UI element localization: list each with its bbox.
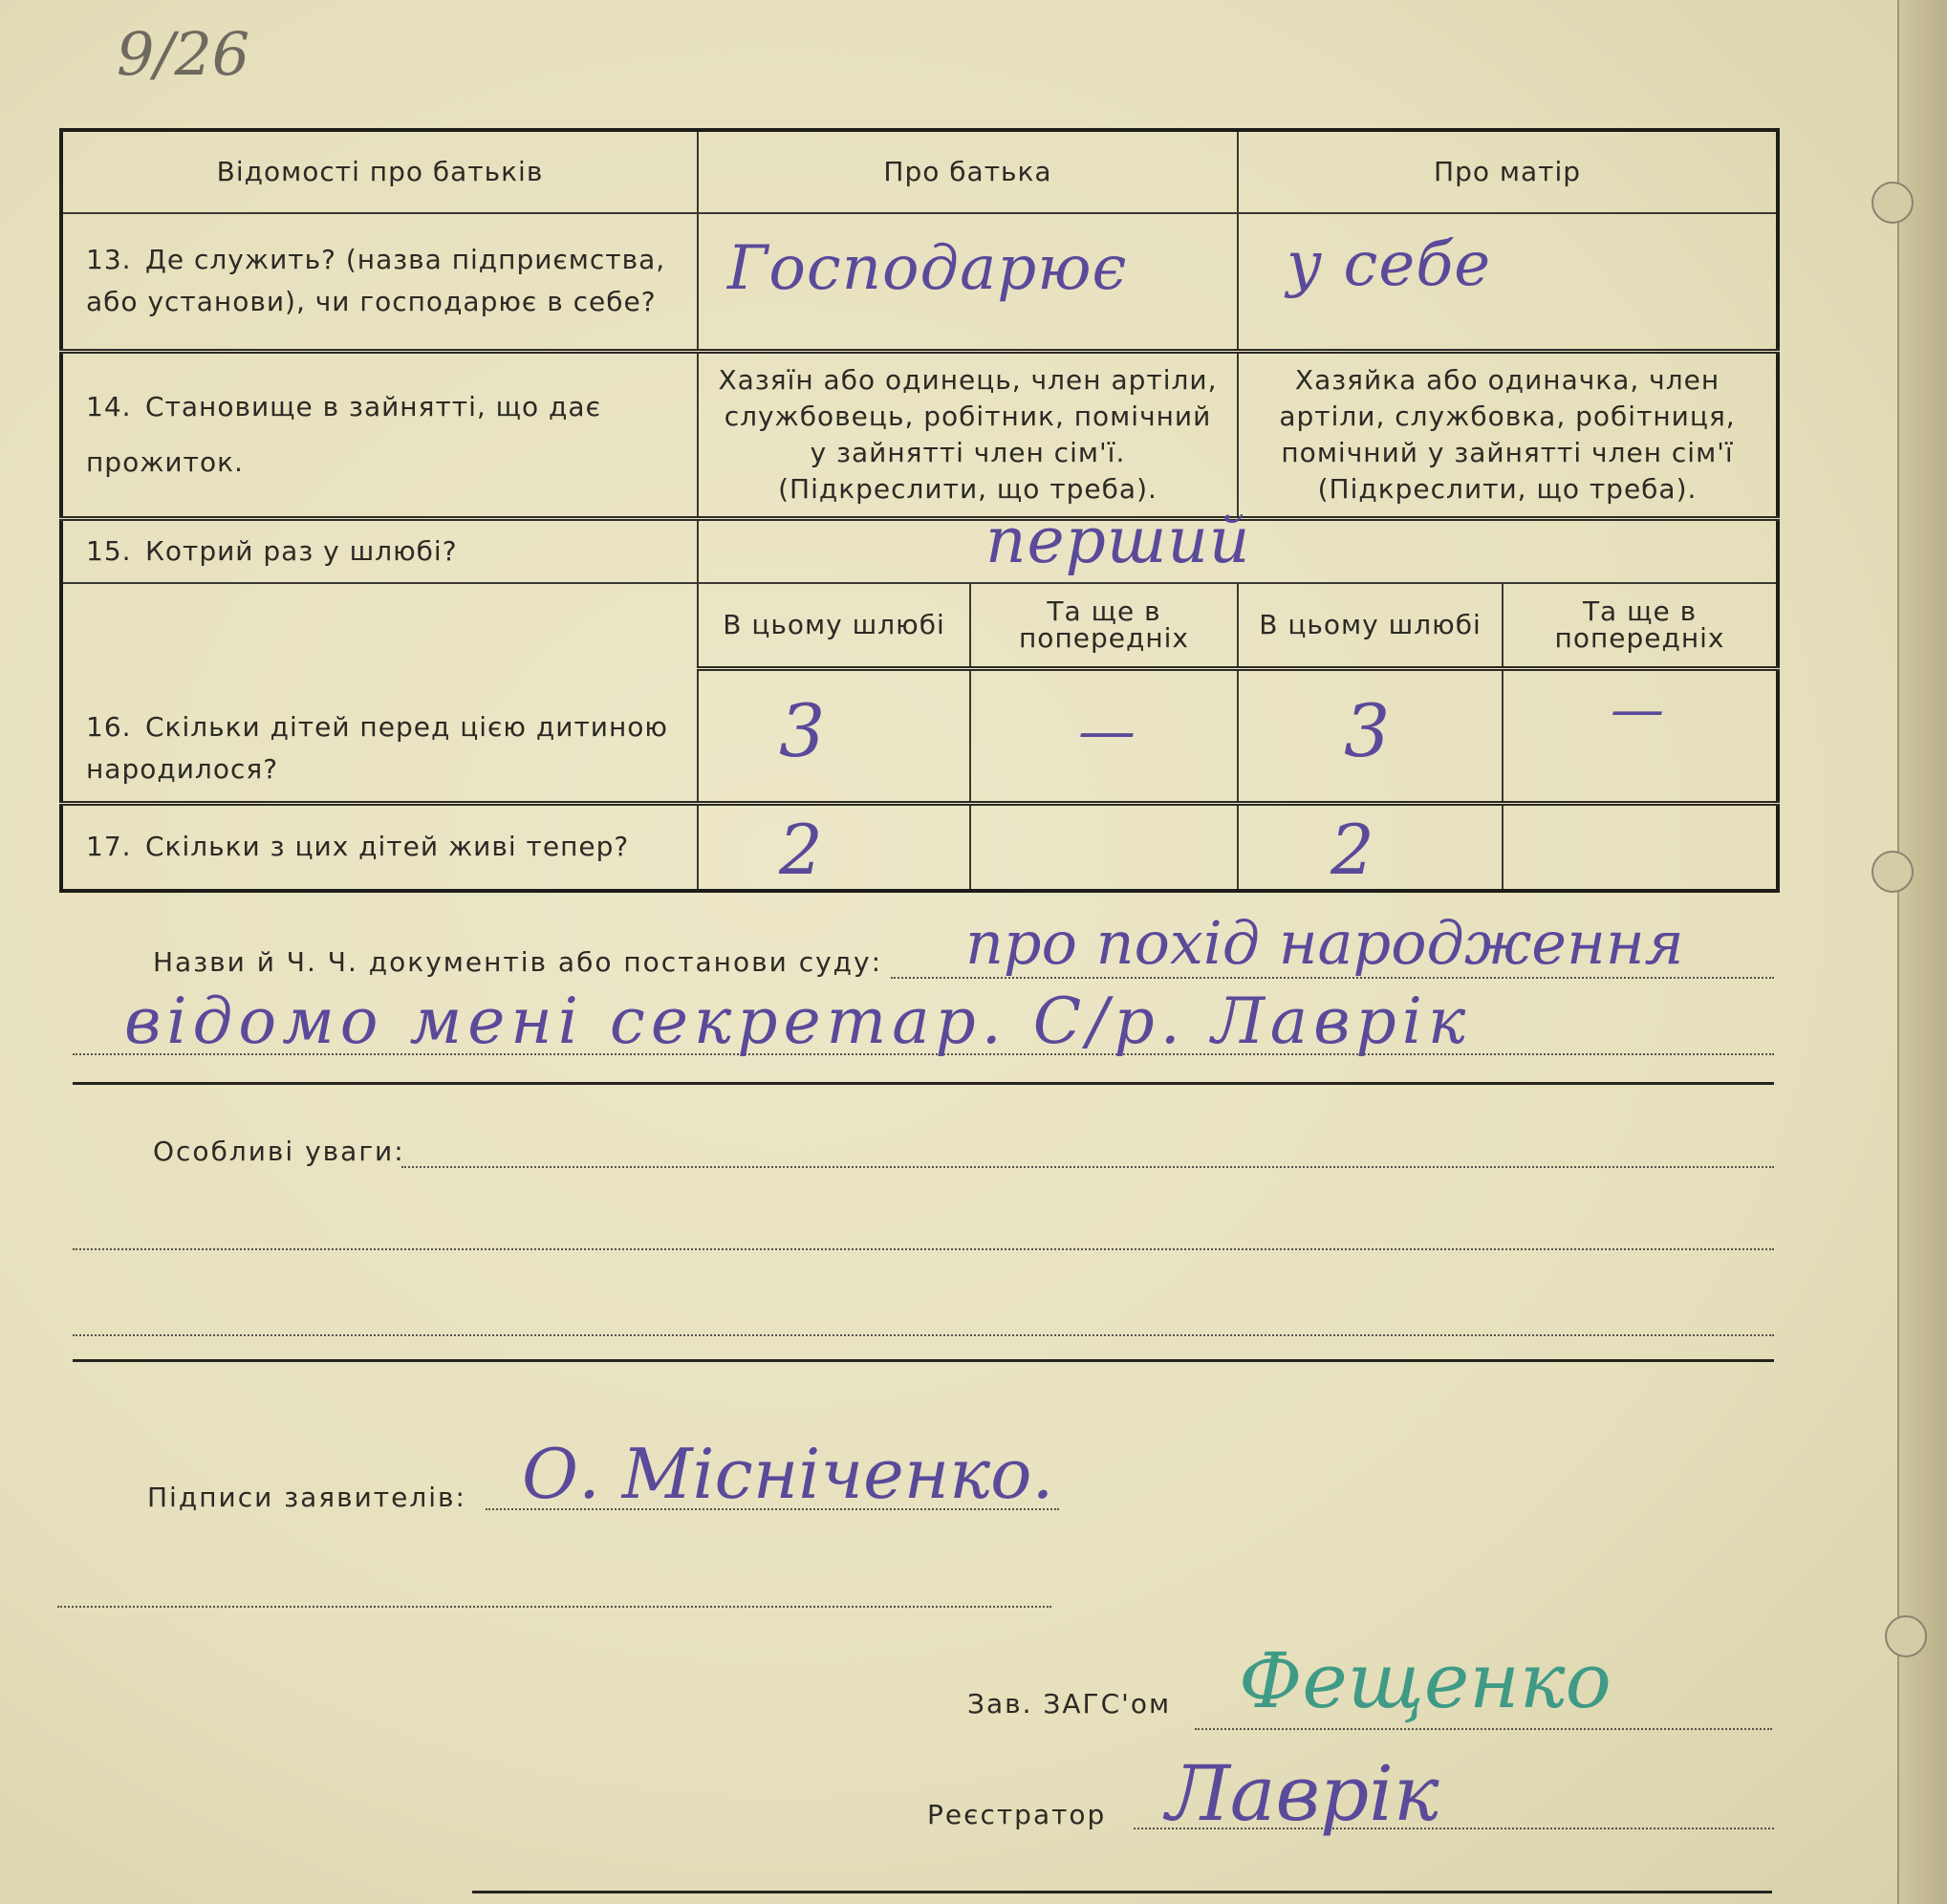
registrar-label: Реєстратор [927, 1799, 1107, 1830]
question-15: 15. Котрий раз у шлюбі? [61, 519, 698, 583]
question-14: 14. Становище в зайнятті, що дає прожиток. [61, 351, 698, 518]
bottom-rule [472, 1891, 1772, 1893]
children-born-father-this: 3 [698, 669, 970, 804]
section-divider [73, 1082, 1774, 1085]
applicants-signature-label: Підписи заявителів: [147, 1482, 466, 1513]
notes-line-1 [401, 1166, 1774, 1168]
table-row-13 [61, 213, 1778, 352]
children-alive-mother-this: 2 [1238, 803, 1503, 891]
zags-head-label: Зав. ЗАГС'ом [967, 1688, 1172, 1720]
children-born-mother-this: 3 [1238, 669, 1503, 804]
documents-value-1: про похід народження [965, 908, 1684, 978]
father-occupation-options: Хазяїн або одинець, член артіли, службовець, робітник, помічний у зайнятті член сім'ї. (Підкреслити, що треба). [698, 351, 1238, 518]
table-header-row [61, 130, 1778, 213]
notes-label: Особливі уваги: [153, 1136, 405, 1167]
table-row-15 [61, 519, 1778, 583]
punch-hole [1871, 182, 1914, 224]
notes-line-3 [73, 1334, 1774, 1336]
applicants-signature-line-2 [57, 1606, 1051, 1608]
question-13: 13. Де служить? (назва підприємства, або установи), чи господарює в себе? [61, 213, 698, 352]
children-alive-father-prev [970, 803, 1238, 891]
zags-head-signature: Фещенко [1239, 1636, 1612, 1725]
table-row-17 [61, 803, 1778, 891]
mother-occupation-options: Хазяйка або одиначка, член артіли, службовка, робітниця, помічний у зайнятті член сім'ї (Підкреслити, що треба). [1238, 351, 1778, 518]
subheader-father-prev: Та ще в попередніх [970, 583, 1238, 669]
punch-hole [1885, 1615, 1927, 1657]
registrar-signature: Лаврік [1166, 1749, 1439, 1838]
punch-hole [1871, 851, 1914, 893]
father-answer-13: Господарює [698, 213, 1238, 352]
mother-answer-13: у себе [1238, 213, 1778, 352]
children-born-mother-prev: — [1503, 669, 1778, 804]
parents-info-table [59, 128, 1780, 893]
table-row-14 [61, 351, 1778, 518]
subheader-father-this: В цьому шлюбі [698, 583, 970, 669]
marriage-count-answer: перший [698, 519, 1778, 583]
table-subheader-row [61, 583, 1778, 669]
subheader-mother-prev: Та ще в попередніх [1503, 583, 1778, 669]
children-born-father-prev: — [970, 669, 1238, 804]
archive-reference-number: 9/26 [117, 19, 250, 89]
header-info: Відомості про батьків [61, 130, 698, 213]
zags-head-line [1195, 1728, 1772, 1730]
documents-value-2: відомо мені секретар. С/р. Лаврік [124, 984, 1472, 1058]
section-divider [73, 1359, 1774, 1362]
notes-line-2 [73, 1248, 1774, 1250]
header-mother: Про матір [1238, 130, 1778, 213]
question-16: 16. Скільки дітей перед цією дитиною народилося? [61, 583, 698, 803]
applicants-signature: О. Місніченко. [522, 1434, 1054, 1514]
children-alive-mother-prev [1503, 803, 1778, 891]
header-father: Про батька [698, 130, 1238, 213]
documents-label: Назви й Ч. Ч. документів або постанови суду: [153, 946, 883, 978]
subheader-mother-this: В цьому шлюбі [1238, 583, 1503, 669]
children-alive-father-this: 2 [698, 803, 970, 891]
question-17: 17. Скільки з цих дітей живі тепер? [61, 803, 698, 891]
